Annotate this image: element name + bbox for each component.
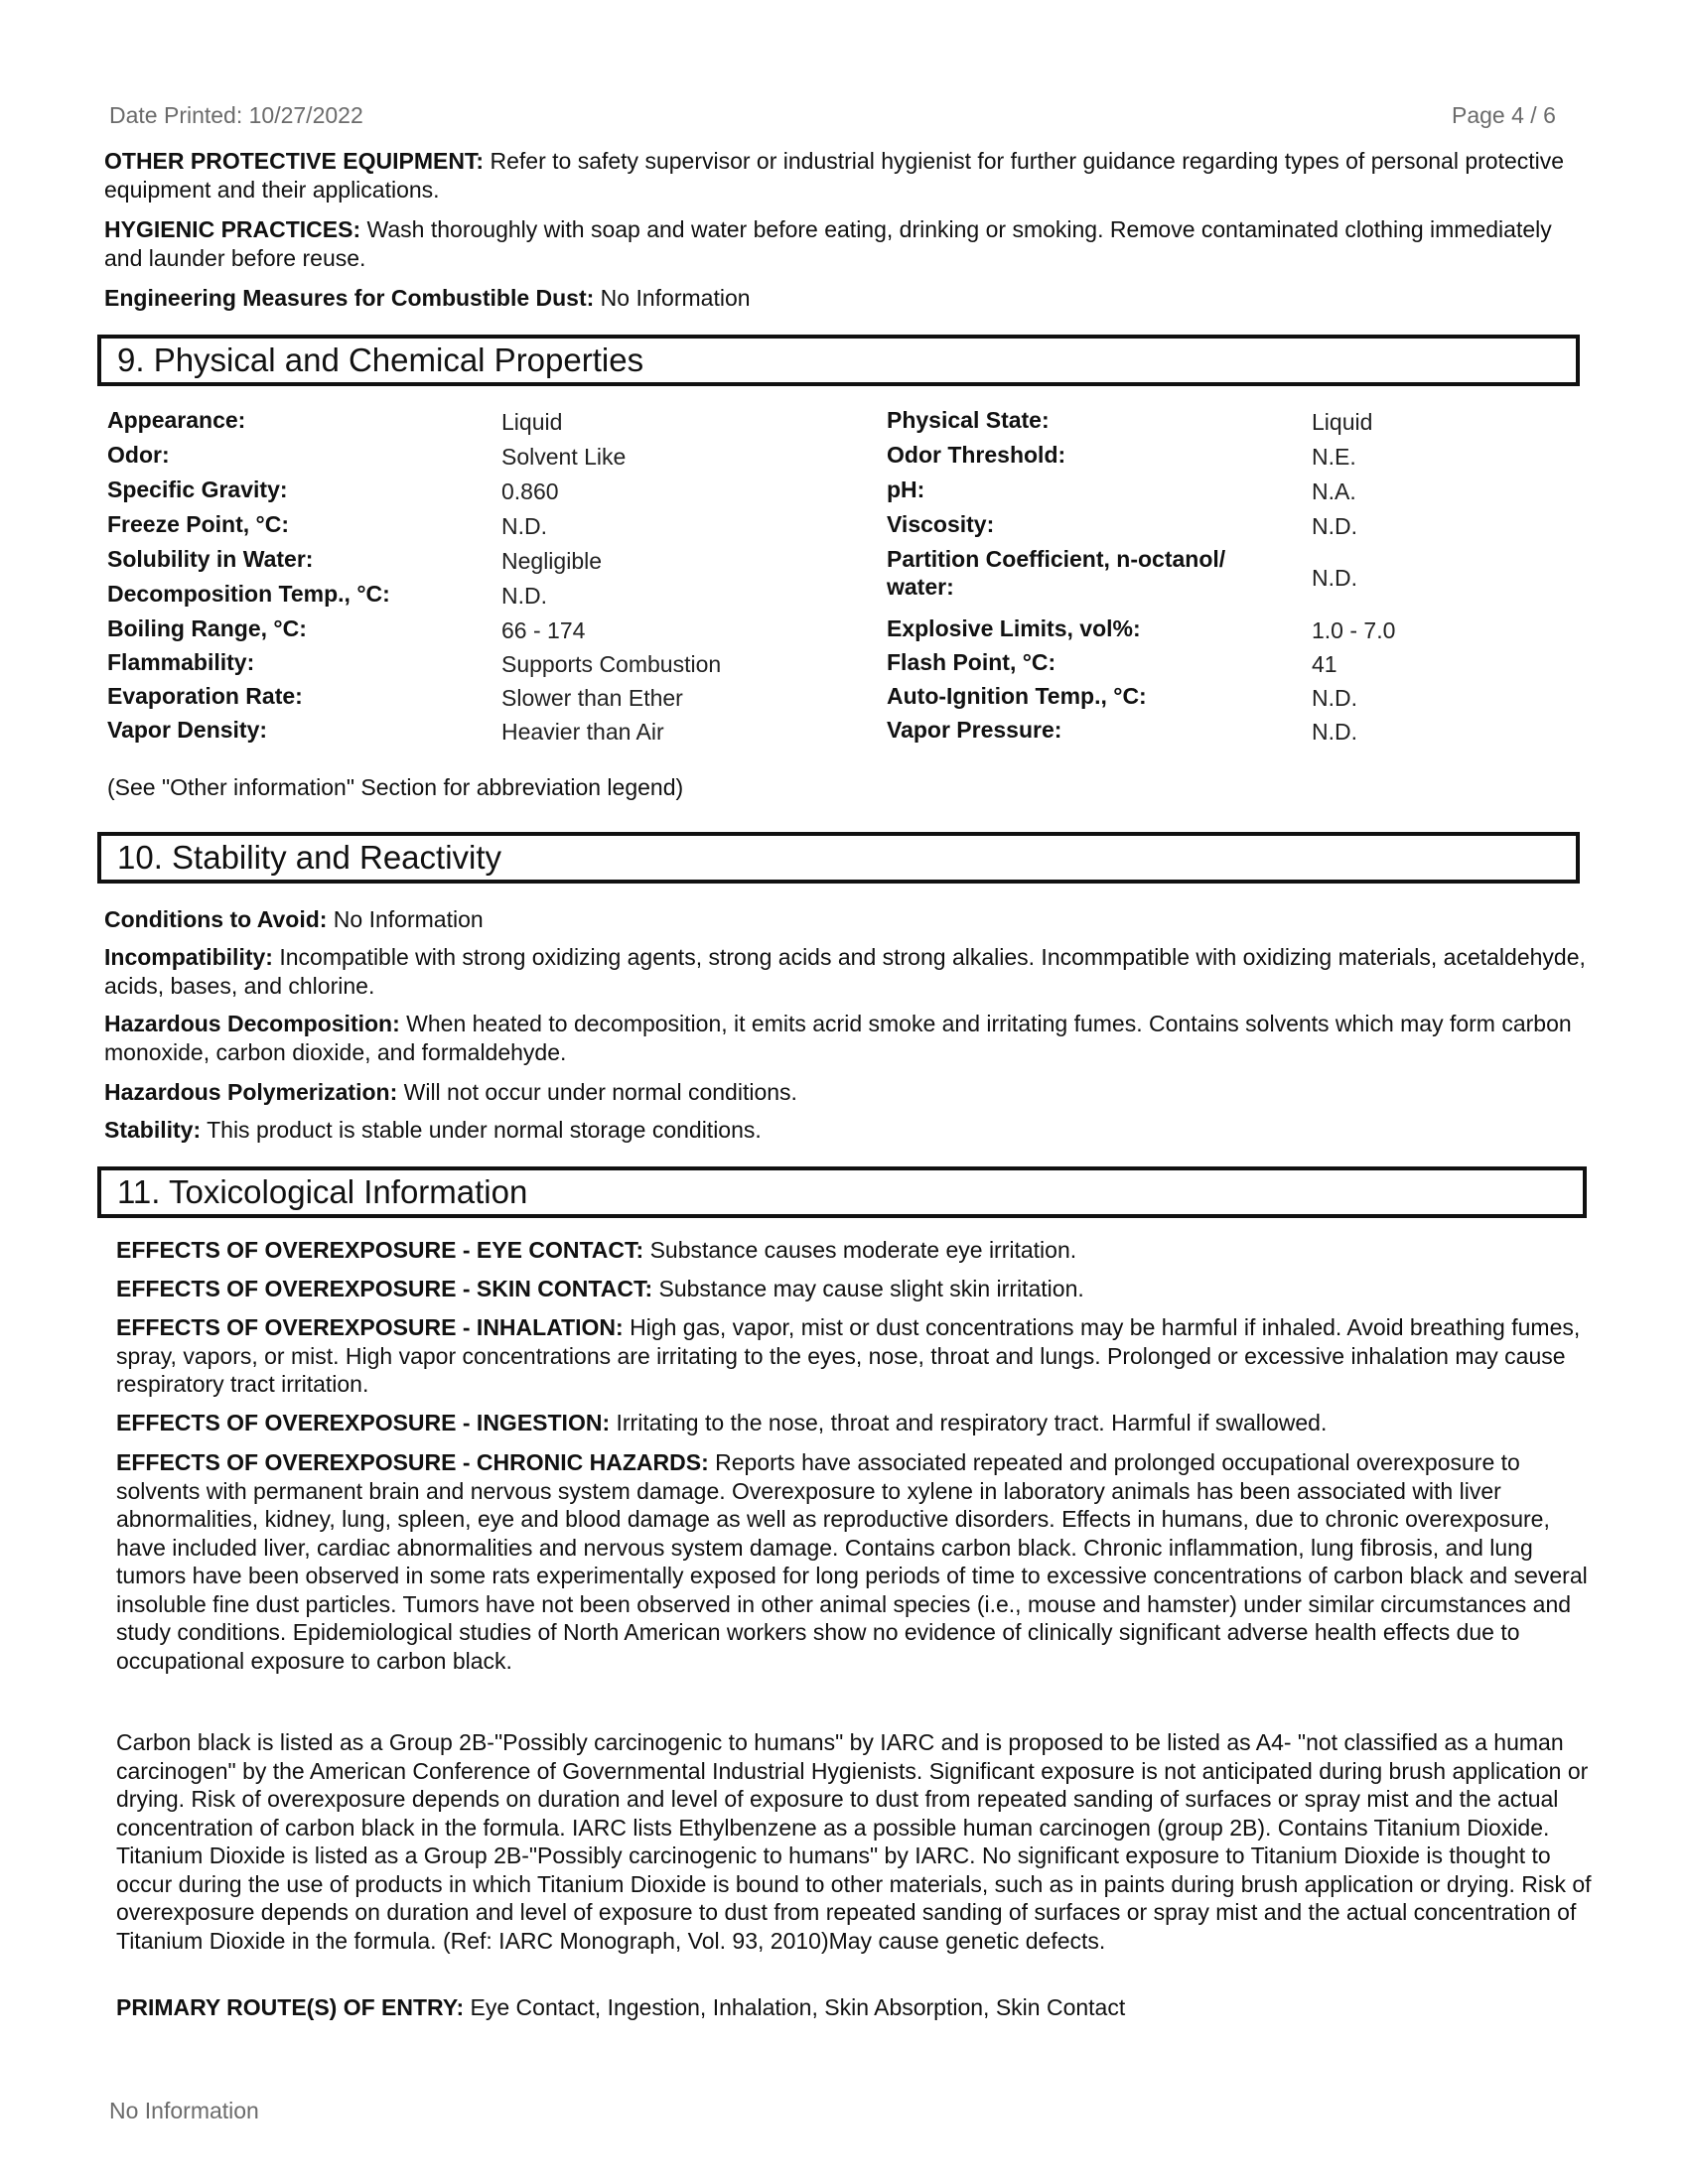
prop-value: 1.0 - 7.0 [1312, 617, 1396, 643]
prop-value: N.E. [1312, 444, 1356, 470]
prop-label: pH: [887, 477, 925, 502]
prop-label: Odor Threshold: [887, 442, 1066, 468]
prop-label: Flammability: [107, 649, 255, 675]
s11-item-label: EFFECTS OF OVEREXPOSURE - INGESTION: [116, 1410, 611, 1435]
hyg-label: HYGIENIC PRACTICES: [104, 216, 361, 242]
prop-label: Vapor Density: [107, 717, 268, 743]
s10-item-label: Hazardous Decomposition: [104, 1011, 400, 1036]
s11-item-label: EFFECTS OF OVEREXPOSURE - EYE CONTACT: [116, 1237, 644, 1263]
eng-text: No Information [594, 285, 751, 311]
prop-label: Appearance: [107, 407, 246, 433]
s10-item [104, 1116, 1594, 1145]
section-11-title: 11. Toxicological Information [97, 1166, 1587, 1218]
s10-item-text: When heated to decomposition, it emits acrid smoke and irritating fumes. Contains solvents which may form carbon monoxide, carbon dioxide, and formaldehyde. [104, 1011, 1572, 1065]
prop-label: Auto-Ignition Temp., °C: [887, 683, 1147, 709]
prop-value: 66 - 174 [501, 617, 586, 643]
prop-value: 41 [1312, 651, 1337, 677]
hyg-text: Wash thoroughly with soap and water before eating, drinking or smoking. Remove contaminated clothing immediately and launder before reuse. [104, 216, 1552, 271]
prop-value: Slower than Ether [501, 685, 683, 711]
prop-value: 0.860 [501, 478, 559, 504]
prop-label: Partition Coefficient, n-octanol/ [887, 546, 1226, 572]
page-number: Page 4 / 6 [1452, 102, 1556, 128]
s11-item [116, 1313, 1596, 1399]
prop-label: Explosive Limits, vol%: [887, 615, 1141, 641]
s10-item-label: Hazardous Polymerization: [104, 1079, 398, 1105]
s11-item-text: Substance may cause slight skin irritation. [652, 1276, 1084, 1301]
prop-label: Flash Point, °C: [887, 649, 1056, 675]
prop-value: N.D. [1312, 685, 1357, 711]
carbon-black-paragraph: Carbon black is listed as a Group 2B-"Possibly carcinogenic to humans" by IARC and is proposed to be listed as A4- "not classified as a human carcinogen" by the American Conference of Governmental Industrial Hygienists. Significant exposure is not anticipated during brush application or drying. Risk of overexposure depends on duration and level of exposure to dust from repeated sanding of surfaces or spray mist and the actual concentration of carbon black in the formula. IARC lists Ethylbenzene as a possible human carcinogen (group 2B). Contains Titanium Dioxide. Titanium Dioxide is listed as a Group 2B-"Possibly carcinogenic to humans" by IARC. No significant exposure to Titanium Dioxide is thought to occur during the use of products in which Titanium Dioxide is bound to other materials, such as in paints during brush application or drying. Risk of overexposure depends on duration and level of exposure to dust from repeated sanding of surfaces or spray mist and the actual concentration of Titanium Dioxide in the formula. (Ref: IARC Monograph, Vol. 93, 2010)May cause genetic defects. [116, 1729, 1592, 1954]
prop-label: Evaporation Rate: [107, 683, 303, 709]
prop-label-cont: water: [887, 574, 954, 600]
footer-note: No Information [109, 2098, 259, 2123]
s11-item-text: Irritating to the nose, throat and respiratory tract. Harmful if swallowed. [610, 1410, 1328, 1435]
s11-item [116, 1409, 1596, 1437]
prop-label: Physical State: [887, 407, 1050, 433]
prop-value: N.D. [1312, 513, 1357, 539]
section-9-title: 9. Physical and Chemical Properties [97, 335, 1580, 386]
s11-item-label: EFFECTS OF OVEREXPOSURE - INHALATION: [116, 1314, 624, 1340]
prop-value: Solvent Like [501, 444, 627, 470]
s10-item-label: Conditions to Avoid: [104, 906, 328, 932]
prop-label: Boiling Range, °C: [107, 615, 307, 641]
prop-value: Liquid [501, 409, 563, 435]
route-label: PRIMARY ROUTE(S) OF ENTRY: [116, 1994, 465, 2020]
prop-label: Freeze Point, °C: [107, 511, 290, 537]
ope-label: OTHER PROTECTIVE EQUIPMENT: [104, 148, 485, 174]
s10-item-text: Will not occur under normal conditions. [397, 1079, 797, 1105]
other-protective-equipment [104, 147, 1594, 204]
prop-value: N.D. [501, 583, 547, 609]
section-10-title: 10. Stability and Reactivity [97, 832, 1580, 884]
s11-item [116, 1275, 1596, 1303]
s10-item-label: Stability: [104, 1117, 202, 1143]
prop-label: Odor: [107, 442, 170, 468]
s10-item [104, 1010, 1594, 1066]
prop-label: Viscosity: [887, 511, 995, 537]
s11-item-label: EFFECTS OF OVEREXPOSURE - CHRONIC HAZARDS: [116, 1449, 709, 1475]
hygienic-practices [104, 215, 1594, 272]
s11-item-label: EFFECTS OF OVEREXPOSURE - SKIN CONTACT: [116, 1276, 653, 1301]
abbreviation-note: (See "Other information" Section for abbreviation legend) [107, 774, 684, 800]
prop-label: Decomposition Temp., °C: [107, 581, 390, 607]
engineering-measures [104, 284, 1594, 313]
s11-item [116, 1448, 1596, 1675]
s10-item [104, 943, 1594, 1000]
s11-item-text: Substance causes moderate eye irritation. [643, 1237, 1077, 1263]
route-text: Eye Contact, Ingestion, Inhalation, Skin Absorption, Skin Contact [464, 1994, 1126, 2020]
s10-item [104, 1078, 1594, 1107]
prop-value: N.A. [1312, 478, 1356, 504]
s11-item [116, 1236, 1596, 1265]
ope-text: Refer to safety supervisor or industrial hygienist for further guidance regarding types of personal protective equipment and their applications. [104, 148, 1565, 203]
prop-label: Solubility in Water: [107, 546, 314, 572]
prop-value: Heavier than Air [501, 719, 664, 745]
prop-value: Supports Combustion [501, 651, 722, 677]
prop-label: Vapor Pressure: [887, 717, 1062, 743]
date-printed: Date Printed: 10/27/2022 [109, 102, 363, 128]
prop-value: N.D. [1312, 719, 1357, 745]
prop-value: N.D. [501, 513, 547, 539]
prop-value: Negligible [501, 548, 603, 574]
s11-item-text: High gas, vapor, mist or dust concentrations may be harmful if inhaled. Avoid breathing fumes, spray, vapors, or mist. High vapor concentrations are irritating to the eyes, nose, throat and lungs. Prolonged or excessive inhalation may cause respiratory tract irritation. [116, 1314, 1581, 1397]
prop-value: Liquid [1312, 409, 1373, 435]
s10-item-label: Incompatibility: [104, 944, 273, 970]
prop-value: N.D. [1312, 565, 1357, 591]
s10-item [104, 905, 1594, 934]
eng-label: Engineering Measures for Combustible Dust: [104, 285, 595, 311]
prop-label: Specific Gravity: [107, 477, 288, 502]
s11-item-text: Reports have associated repeated and prolonged occupational overexposure to solvents with permanent brain and nervous system damage. Overexposure to xylene in laboratory animals has been associated with liver abnormalities, kidney, lung, spleen, eye and blood damage as well as reproductive disorders. Effects in humans, due to chronic overexposure, have included liver, cardiac abnormalities and nervous system damage. Contains carbon black. Chronic inflammation, lung fibrosis, and lung tumors have been observed in some rats experimentally exposed for long periods of time to excessive concentrations of carbon black and several insoluble fine dust particles. Tumors have not been observed in other animal species (i.e., mouse and hamster) under similar circumstances and study conditions. Epidemiological studies of North American workers show no evidence of clinically significant adverse health effects due to occupational exposure to carbon black. [116, 1449, 1588, 1674]
s10-item-text: No Information [327, 906, 484, 932]
s10-item-text: This product is stable under normal storage conditions. [201, 1117, 762, 1143]
primary-routes [116, 1993, 1596, 2022]
s10-item-text: Incompatible with strong oxidizing agents, strong acids and strong alkalies. Incommpatible with oxidizing materials, acetaldehyde, acids, bases, and chlorine. [104, 944, 1586, 999]
